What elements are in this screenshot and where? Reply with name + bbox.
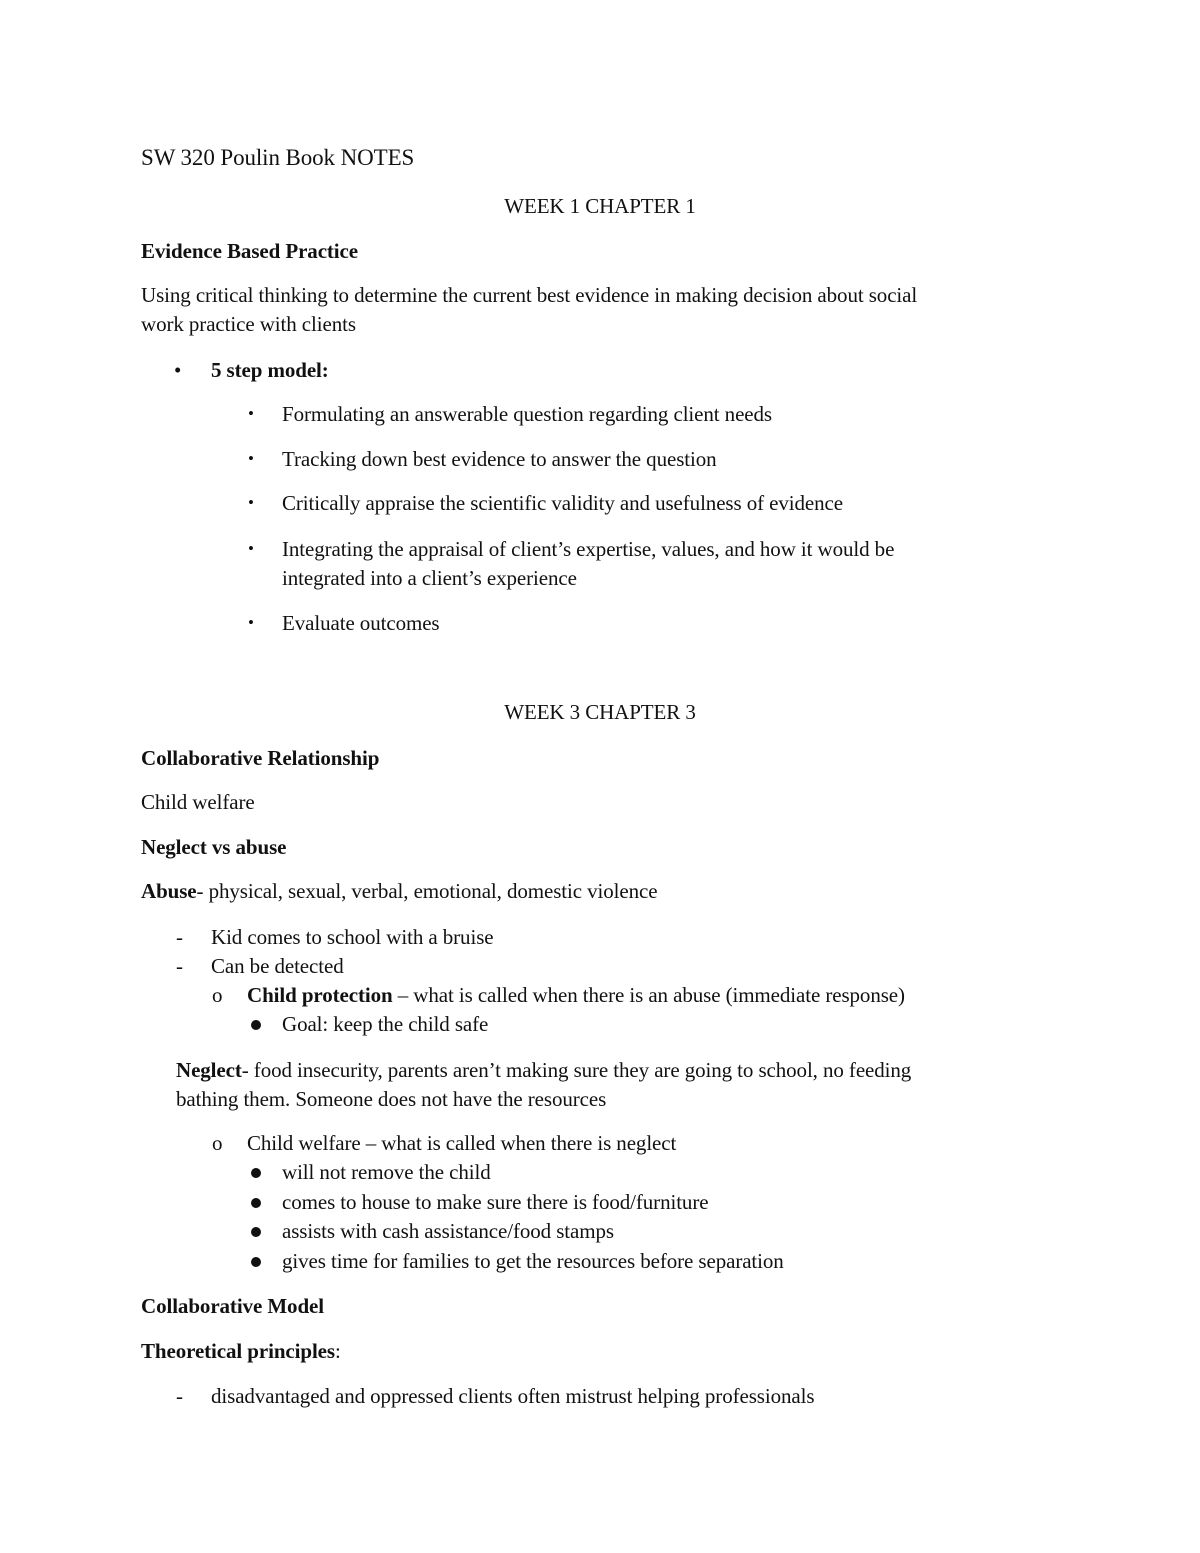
definition-line-1: Using critical thinking to determine the current best evidence in making decision about social — [141, 283, 918, 307]
week1-heading: WEEK 1 CHAPTER 1 — [504, 194, 696, 218]
child-welfare-item: assists with cash assistance/food stamps — [282, 1219, 614, 1243]
child-welfare-item: will not remove the child — [282, 1160, 491, 1184]
step-item: Formulating an answerable question regarding client needs — [282, 402, 772, 426]
circle-marker: o — [212, 983, 223, 1007]
step-bullet: • — [248, 449, 254, 468]
step-item: Evaluate outcomes — [282, 611, 440, 635]
circle-marker: o — [212, 1131, 223, 1155]
five-step-model-label: 5 step model: — [211, 358, 329, 382]
neglect-definition-line-2: bathing them. Someone does not have the resources — [176, 1087, 607, 1111]
document-title: SW 320 Poulin Book NOTES — [141, 145, 415, 170]
neglect-vs-abuse-heading: Neglect vs abuse — [141, 835, 287, 859]
step-item: Tracking down best evidence to answer the question — [282, 447, 717, 471]
child-welfare-text: Child welfare — [141, 790, 255, 814]
evidence-based-practice-heading: Evidence Based Practice — [141, 239, 358, 263]
step-item: Critically appraise the scientific validity and usefulness of evidence — [282, 491, 843, 515]
theoretical-principles-heading — [141, 1338, 341, 1364]
abuse-item: Can be detected — [211, 954, 344, 978]
collaborative-model-heading: Collaborative Model — [141, 1294, 324, 1318]
step-bullet: • — [248, 404, 254, 423]
abuse-definition — [141, 878, 657, 904]
dash-marker: - — [176, 1384, 183, 1408]
theoretical-principles-label: Theoretical principles — [141, 1339, 335, 1363]
child-protection-text: – what is called when there is an abuse (immediate response) — [392, 983, 905, 1007]
collaborative-relationship-heading: Collaborative Relationship — [141, 746, 380, 770]
filled-bullet — [251, 1168, 261, 1178]
step-bullet: • — [248, 613, 254, 632]
dash-marker: - — [176, 954, 183, 978]
step-item: Integrating the appraisal of client’s expertise, values, and how it would be — [282, 537, 895, 561]
neglect-text: - food insecurity, parents aren’t making sure they are going to school, no feeding — [241, 1058, 912, 1082]
child-protection-line — [247, 982, 905, 1008]
abuse-text: - physical, sexual, verbal, emotional, domestic violence — [196, 879, 658, 903]
child-welfare-item: gives time for families to get the resources before separation — [282, 1249, 784, 1273]
step-item-continued: integrated into a client’s experience — [282, 566, 577, 590]
principle-item: disadvantaged and oppressed clients often mistrust helping professionals — [211, 1384, 815, 1408]
bullet-marker: • — [174, 358, 182, 382]
definition-line-2: work practice with clients — [141, 312, 356, 336]
filled-bullet — [251, 1198, 261, 1208]
child-welfare-definition: Child welfare – what is called when there is neglect — [247, 1131, 677, 1155]
filled-bullet — [251, 1020, 261, 1030]
dash-marker: - — [176, 925, 183, 949]
neglect-label: Neglect — [176, 1058, 242, 1082]
child-protection-goal: Goal: keep the child safe — [282, 1012, 489, 1036]
week3-heading: WEEK 3 CHAPTER 3 — [504, 700, 696, 724]
child-protection-label: Child protection — [247, 983, 393, 1007]
filled-bullet — [251, 1227, 261, 1237]
step-bullet: • — [248, 539, 254, 558]
step-bullet: • — [248, 493, 254, 512]
filled-bullet — [251, 1257, 261, 1267]
abuse-item: Kid comes to school with a bruise — [211, 925, 494, 949]
theoretical-principles-colon: : — [334, 1339, 341, 1363]
neglect-definition-line-1 — [176, 1057, 911, 1083]
child-welfare-item: comes to house to make sure there is food/furniture — [282, 1190, 709, 1214]
abuse-label: Abuse — [141, 879, 197, 903]
